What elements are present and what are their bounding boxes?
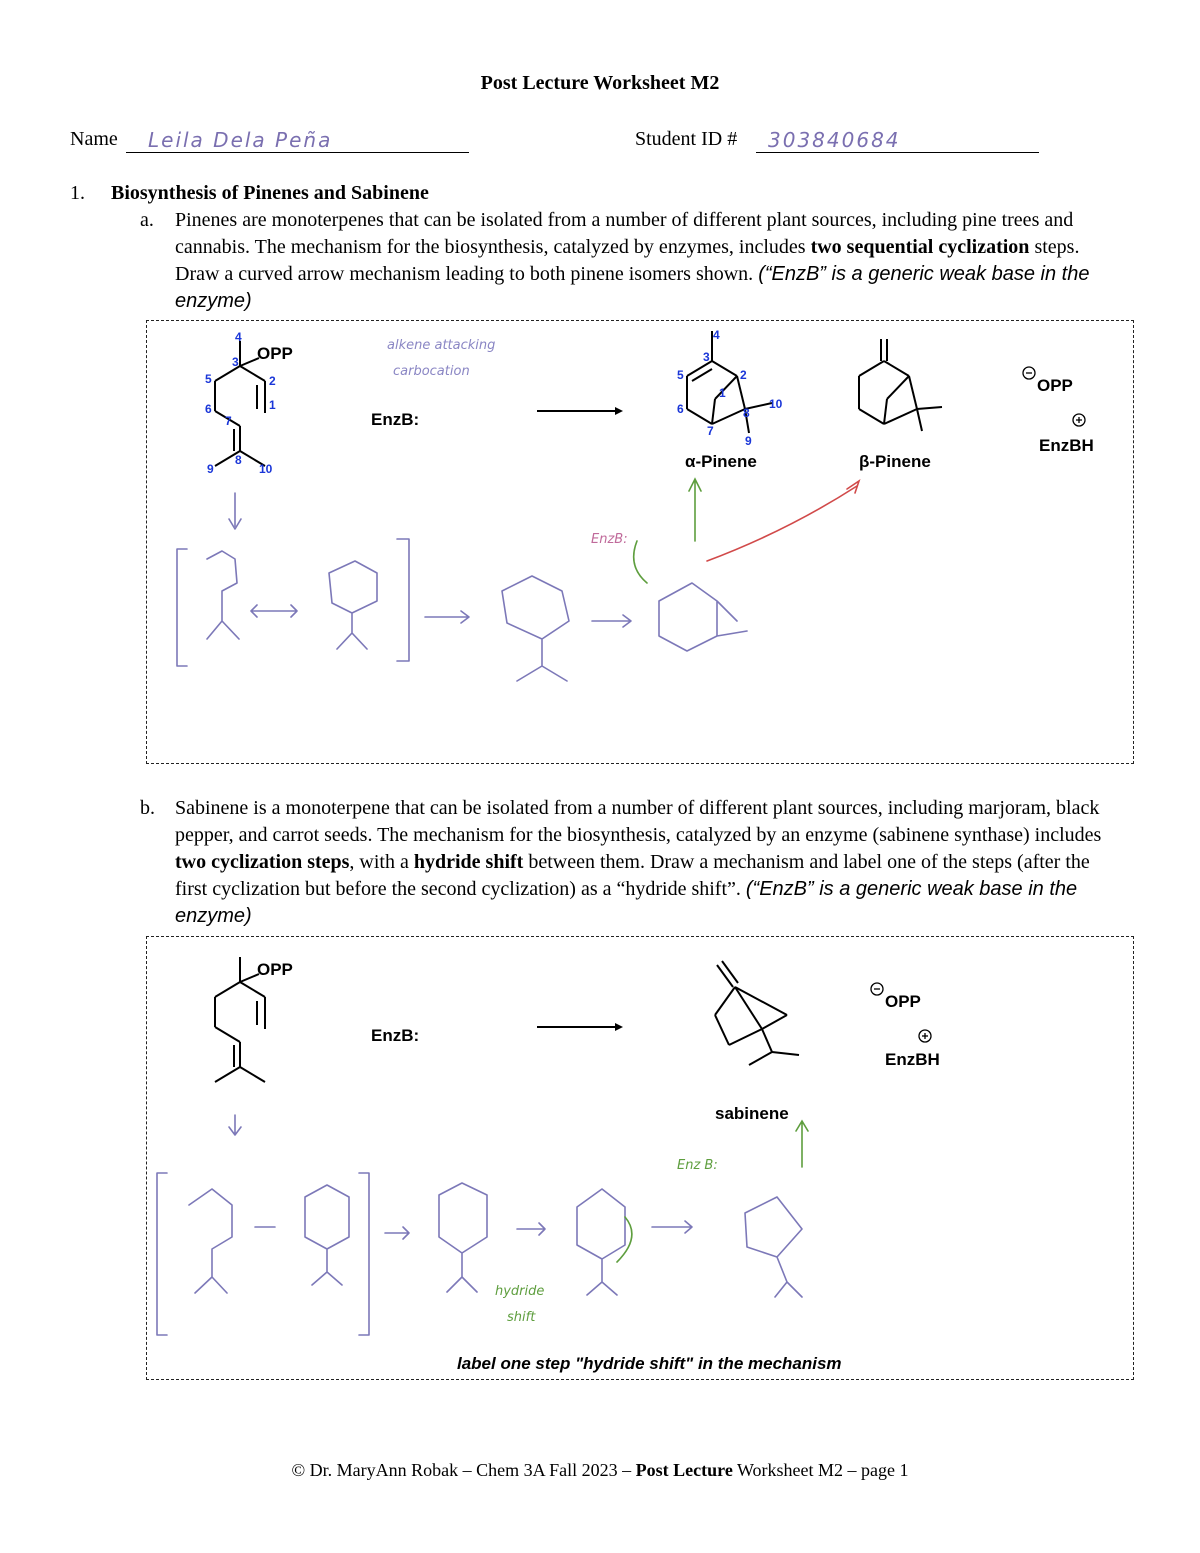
- enzbh-label-b: EnzBH: [885, 1050, 940, 1069]
- arrowhead: [615, 1023, 623, 1031]
- answer-box-b: [146, 936, 1134, 1380]
- carbon-num: 2: [740, 368, 747, 382]
- part-b-text: [175, 795, 1115, 930]
- part-b-text-2: , with a: [349, 851, 414, 873]
- footer-prefix: © Dr. MaryAnn Robak – Chem 3A Fall 2023 –: [291, 1460, 636, 1480]
- diagram-a: [147, 321, 1133, 763]
- handwritten-hydride-1: hydride: [495, 1284, 545, 1299]
- handwritten-red-arrow: [707, 486, 857, 561]
- handwritten-green-arrow: [689, 479, 701, 541]
- handwritten-green-curve: [634, 541, 647, 583]
- sabinene-structure: [715, 961, 799, 1065]
- alpha-pinene-structure: [687, 331, 772, 433]
- part-b-text-3: between them. Draw a mechanism and label one of the steps (after the first cyclization but before the second cyclization) as a “hydride shift”.: [175, 851, 1090, 900]
- carbon-num: 8: [743, 406, 750, 420]
- enzbh-label-a: EnzBH: [1039, 436, 1094, 455]
- part-a-italic: (“EnzB” is a generic weak base in the enzyme): [175, 263, 1090, 312]
- carbon-num: 7: [707, 424, 714, 438]
- part-a-letter: a.: [140, 209, 154, 231]
- carbon-num: 1: [269, 398, 276, 412]
- carbon-num: 10: [259, 462, 273, 476]
- carbon-num: 8: [235, 453, 242, 467]
- carbon-num: 3: [703, 350, 710, 364]
- footer-suffix: Worksheet M2 – page 1: [732, 1460, 909, 1480]
- handwritten-note-1: alkene attacking: [387, 338, 496, 353]
- student-id-label: Student ID #: [635, 128, 738, 150]
- part-b-bold-1: two cyclization steps: [175, 851, 350, 873]
- beta-pinene-structure: [859, 339, 942, 431]
- handwritten-mechanism-b: [157, 1115, 802, 1335]
- page-title: Post Lecture Worksheet M2: [480, 72, 720, 94]
- part-b-italic: (“EnzB” is a generic weak base in the enzyme): [175, 878, 1078, 927]
- handwritten-enzb-b: Enz B:: [677, 1158, 718, 1173]
- footer: [0, 1460, 1200, 1481]
- carbon-num: 10: [769, 397, 783, 411]
- part-b-text-1: Sabinene is a monoterpene that can be isolated from a number of different plant sources, including marjoram, black pepper, and carrot seeds. The mechanism for the biosynthesis, catalyzed by an enzyme (sabinene synthase) includes: [175, 797, 1102, 846]
- part-a-text-2: steps. Draw a curved arrow mechanism leading to both pinene isomers shown.: [175, 236, 1080, 285]
- sabinene-label: sabinene: [715, 1104, 789, 1123]
- handwritten-mechanism-a: [177, 493, 747, 681]
- question-number: 1.: [70, 182, 85, 204]
- arrowhead: [615, 407, 623, 415]
- alpha-pinene-label: α-Pinene: [685, 452, 757, 471]
- student-id-value: 303840684: [768, 128, 901, 152]
- part-a-bold: two sequential cyclization: [810, 236, 1030, 258]
- carbon-num: 2: [269, 374, 276, 388]
- diagram-b: [147, 937, 1133, 1379]
- carbon-num: 4: [713, 328, 720, 342]
- student-id-field[interactable]: [756, 128, 1039, 153]
- carbon-num: 9: [745, 434, 752, 448]
- opp-anion-label-b: OPP: [885, 992, 921, 1011]
- carbon-num: 6: [677, 402, 684, 416]
- name-label: Name: [70, 128, 118, 150]
- carbon-num: 1: [719, 386, 726, 400]
- carbon-num: 5: [677, 368, 684, 382]
- footer-bold: Post Lecture: [635, 1460, 733, 1480]
- handwritten-green-arrow-b: [796, 1121, 808, 1167]
- part-a-text: [175, 207, 1115, 315]
- hydride-shift-instruction: label one step "hydride shift" in the mechanism: [457, 1354, 842, 1373]
- carbon-num: 7: [225, 414, 232, 428]
- beta-pinene-label: β-Pinene: [859, 452, 931, 471]
- enzb-label-a: EnzB:: [371, 410, 420, 429]
- opp-label-b: OPP: [257, 960, 293, 979]
- opp-anion-label-a: OPP: [1037, 376, 1073, 395]
- name-field[interactable]: [126, 128, 469, 153]
- part-a-text-1: Pinenes are monoterpenes that can be isolated from a number of different plant sources, including pine trees and cannabis. The mechanism for the biosynthesis, catalyzed by enzymes, includes: [175, 209, 1074, 258]
- carbon-num: 9: [207, 462, 214, 476]
- question-heading: Biosynthesis of Pinenes and Sabinene: [111, 182, 429, 204]
- answer-box-a: [146, 320, 1134, 764]
- carbon-num: 3: [232, 355, 239, 369]
- opp-label-a: OPP: [257, 344, 293, 363]
- handwritten-hydride-2: shift: [507, 1310, 536, 1325]
- carbon-num: 6: [205, 402, 212, 416]
- handwritten-enzb-a: EnzB:: [591, 532, 628, 547]
- carbon-num: 4: [235, 330, 242, 344]
- name-value: Leila Dela Peña: [148, 128, 333, 152]
- carbon-num: 5: [205, 372, 212, 386]
- enzb-label-b: EnzB:: [371, 1026, 420, 1045]
- part-b-letter: b.: [140, 797, 155, 819]
- part-b-bold-2: hydride shift: [413, 851, 524, 873]
- handwritten-note-2: carbocation: [393, 364, 470, 379]
